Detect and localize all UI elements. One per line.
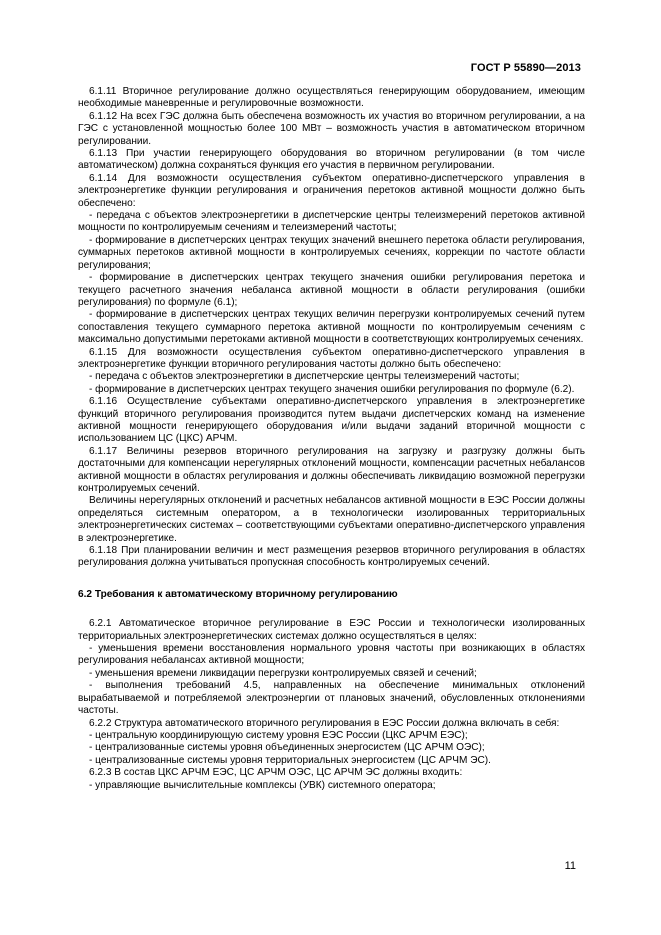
page-number: 11 bbox=[564, 860, 576, 872]
paragraph: 6.2.2 Структура автоматического вторичного регулирования в ЕЭС России должна включать в себя: bbox=[89, 717, 560, 729]
list-item: - управляющие вычислительные комплексы (УВК) системного оператора; bbox=[89, 779, 436, 791]
list-item: - централизованные системы уровня территориальных энергосистем (ЦС АРЧМ ЭС). bbox=[89, 754, 491, 766]
paragraph: 6.2.1 Автоматическое вторичное регулирование в ЕЭС России и технологически изолированных территориальных электроэнергетических системах должно осуществляться в целях: bbox=[78, 618, 585, 642]
document-body bbox=[78, 86, 585, 792]
list-item: - выполнения требований 4.5, направленных на обеспечение минимальных отклонений вырабатываемой и потребляемой электроэнергии от плановых значений, обусловленных отклонениями частоты. bbox=[78, 680, 585, 717]
list-item: - формирование в диспетчерских центрах текущего значения ошибки регулирования перетока и текущего расчетного значения небаланса активной мощности в области регулирования (ошибки регулирования) по формуле (6.1); bbox=[78, 272, 585, 308]
section-heading: 6.2 Требования к автоматическому вторичному регулированию bbox=[78, 588, 398, 600]
paragraph: 6.2.3 В состав ЦКС АРЧМ ЕЭС, ЦС АРЧМ ОЭС, ЦС АРЧМ ЭС должны входить: bbox=[89, 767, 463, 779]
document-header: ГОСТ Р 55890—2013 bbox=[470, 62, 581, 74]
paragraph: 6.1.12 На всех ГЭС должна быть обеспечена возможность их участия во вторичном регулировании, а на ГЭС с установленной мощностью более 100 МВт – возможность участия в автоматическом вторичном регулировании. bbox=[78, 110, 585, 147]
paragraph: 6.1.14 Для возможности осуществления субъектом оперативно-диспетчерского управления в электроэнергетике функции регулирования и ограничения перетоков активной мощности должно быть обеспечено: bbox=[78, 172, 585, 209]
list-item: - формирование в диспетчерских центрах текущего значения ошибки регулирования по формуле (6.2). bbox=[89, 383, 575, 395]
paragraph: Величины нерегулярных отклонений и расчетных небалансов активной мощности в ЕЭС России должны определяться системным оператором, а в технологически изолированных территориальных электроэнергетических системах – соответствующими субъектами оперативно-диспетчерского управления в электроэнергетике. bbox=[78, 495, 585, 544]
list-item: - центральную координирующую систему уровня ЕЭС России (ЦКС АРЧМ ЕЭС); bbox=[89, 729, 468, 741]
list-item: - передача с объектов электроэнергетики в диспетчерские центры телеизмерений частоты; bbox=[89, 371, 520, 383]
paragraph: 6.1.11 Вторичное регулирование должно осуществляться генерирующим оборудованием, имеющим необходимые маневренные и регулировочные возможности. bbox=[78, 86, 585, 110]
list-item: - передача с объектов электроэнергетики в диспетчерские центры телеизмерений перетоков активной мощности по контролируемым сечениям и телеизмерений частоты; bbox=[78, 210, 585, 234]
list-item: - уменьшения времени восстановления нормального уровня частоты при возникающих в областях регулирования небалансах активной мощности; bbox=[78, 643, 585, 667]
list-item: - формирование в диспетчерских центрах текущих величин перегрузки контролируемых сечений путем сопоставления текущего суммарного перетока активной мощности по контролируемым сечениям с максимально допустимыми перетоками активной мощности в соответствующих контролируемых сечениях. bbox=[78, 309, 585, 346]
paragraph: 6.1.15 Для возможности осуществления субъектом оперативно-диспетчерского управления в электроэнергетике функции вторичного регулирования частоты должно быть обеспечено: bbox=[78, 346, 585, 370]
list-item: - уменьшения времени ликвидации перегрузки контролируемых связей и сечений; bbox=[89, 667, 477, 679]
paragraph: 6.1.18 При планировании величин и мест размещения резервов вторичного регулирования в областях регулирования должна учитываться пропускная способность контролируемых сечений. bbox=[78, 545, 585, 569]
list-item: - централизованные системы уровня объединенных энергосистем (ЦС АРЧМ ОЭС); bbox=[89, 742, 485, 754]
paragraph: 6.1.16 Осуществление субъектами оперативно-диспетчерского управления в электроэнергетике функций вторичного регулирования производится путем выдачи диспетчерских команд на изменение активной мощности генерирующего оборудования и/или выдачи заданий вторичной мощности с использованием ЦС (ЦКС) АРЧМ. bbox=[78, 396, 585, 445]
list-item: - формирование в диспетчерских центрах текущих значений внешнего перетока области регулирования, суммарных перетоков активной мощности в контролируемых сечениях, коррекции по частоте области регулирования; bbox=[78, 234, 585, 271]
paragraph: 6.1.13 При участии генерирующего оборудования во вторичном регулировании (в том числе автоматическом) должна сохраняться функция его участия в первичном регулировании. bbox=[78, 148, 585, 172]
paragraph: 6.1.17 Величины резервов вторичного регулирования на загрузку и разгрузку должны быть достаточными для компенсации нерегулярных отклонений мощности, компенсации расчетных небалансов активной мощности в областях регулирования и должны обеспечивать ликвидацию возможной перегрузки контролируемых сечений. bbox=[78, 445, 585, 494]
